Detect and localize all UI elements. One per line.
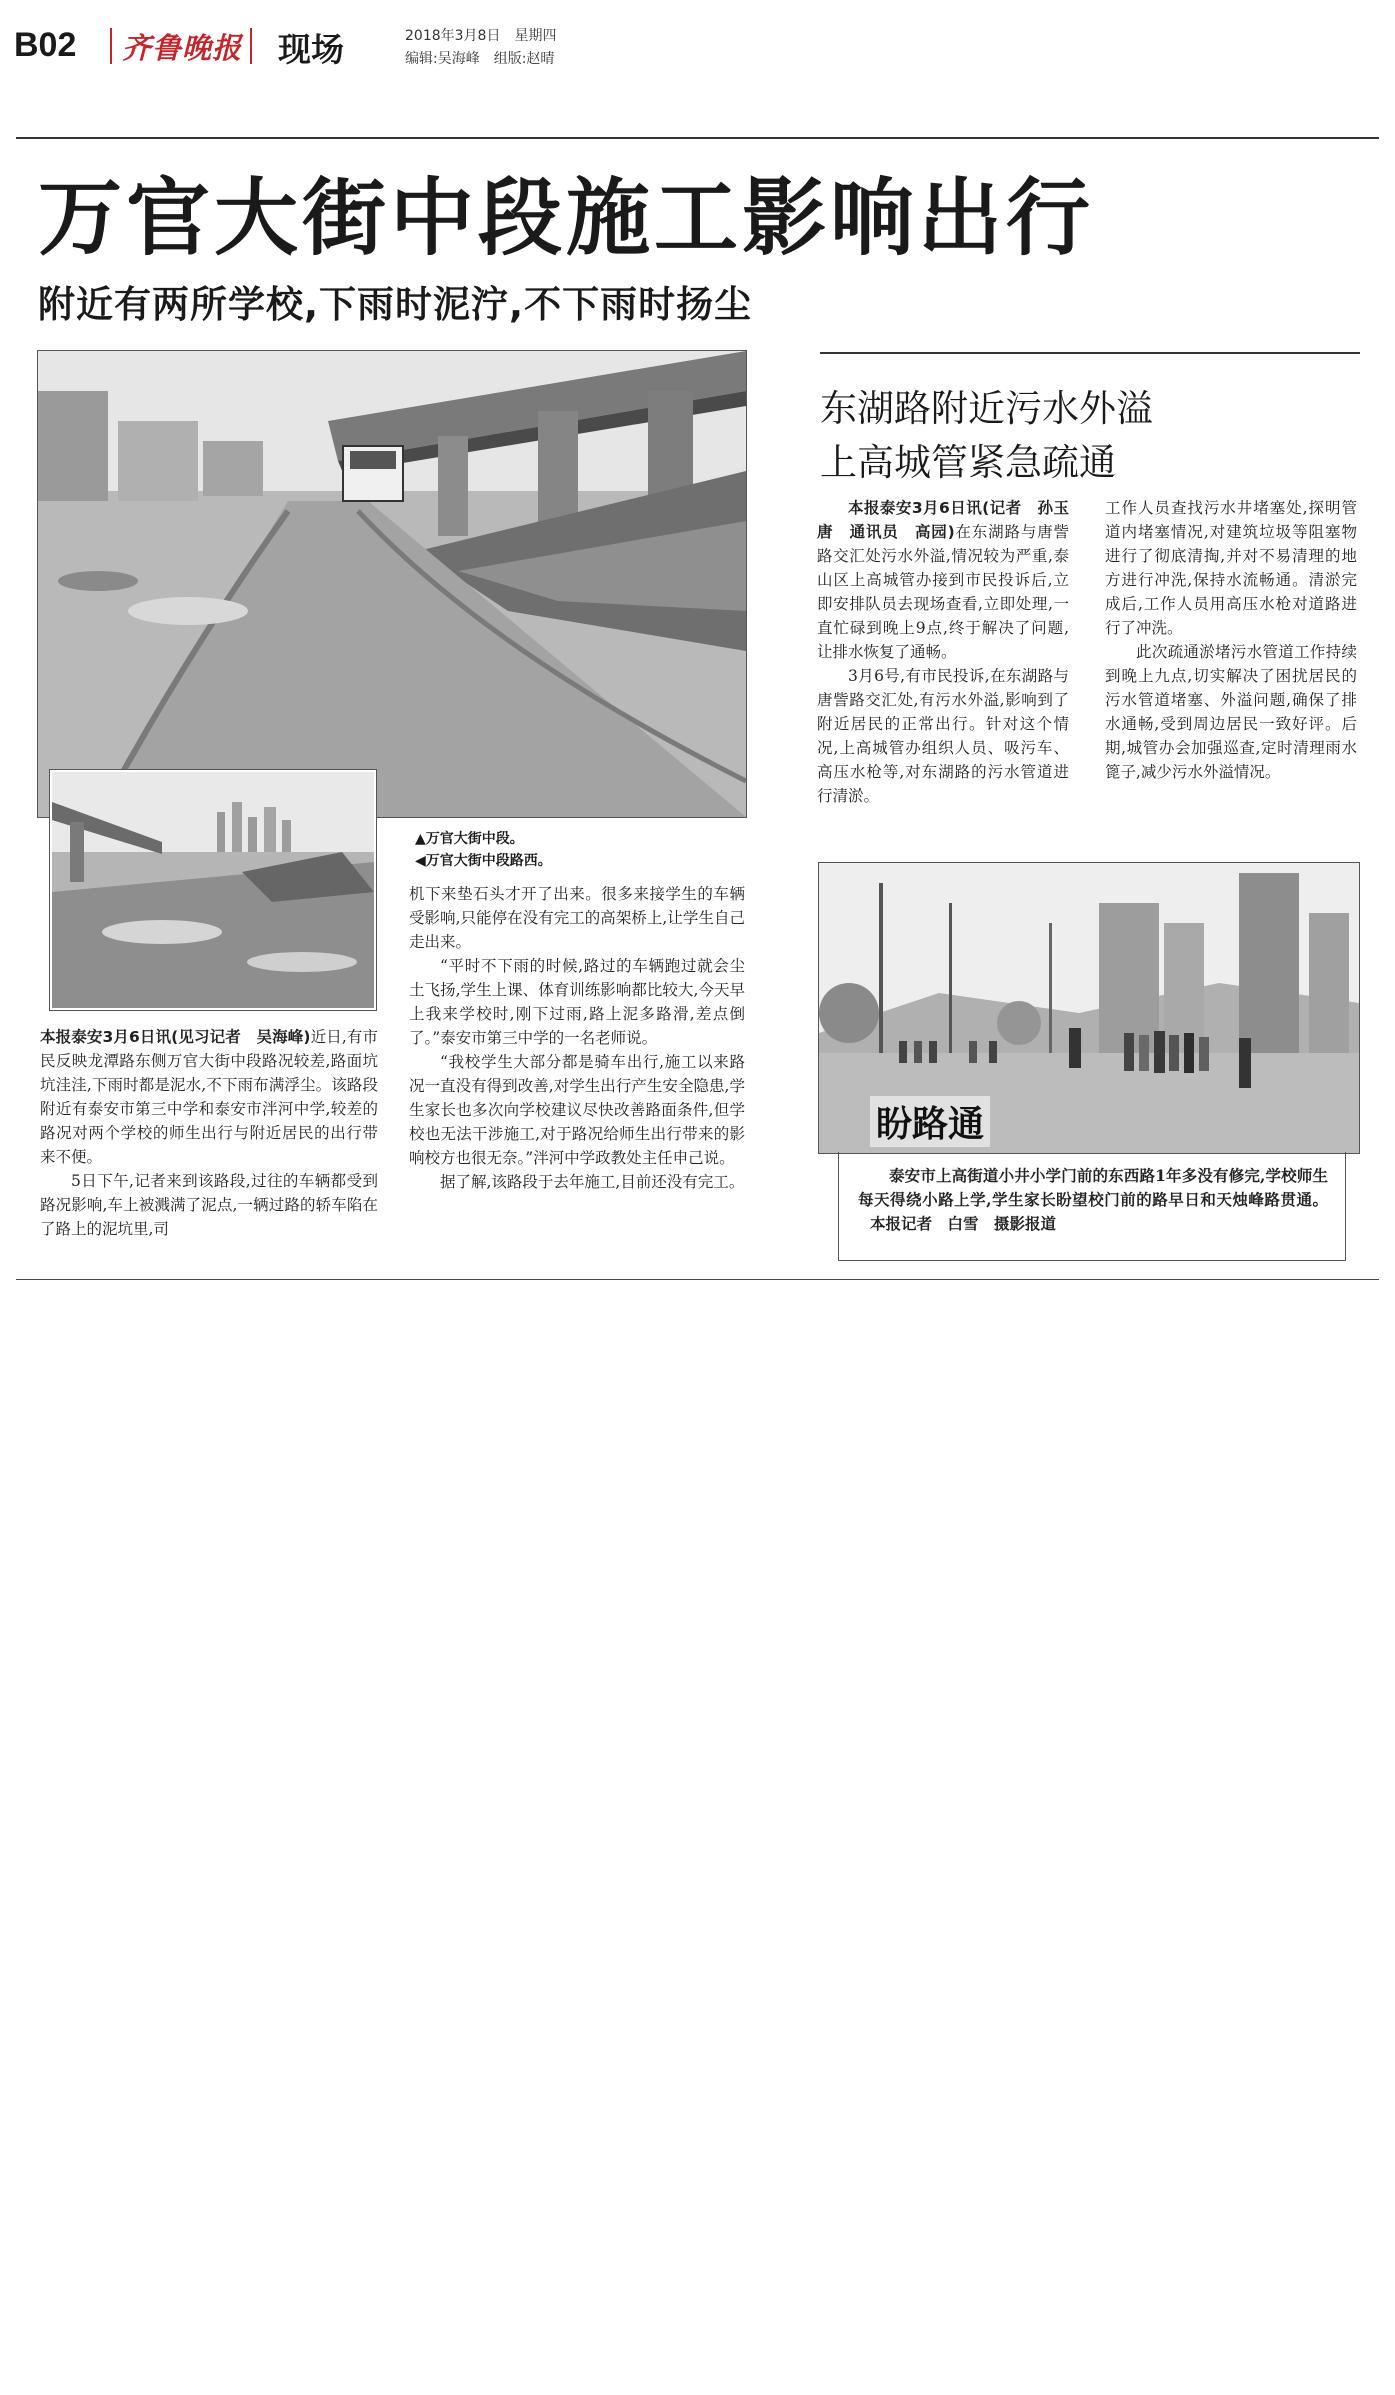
photo-story-caption-block: [858, 1164, 1328, 1236]
second-story-headline-line1: 东湖路附近污水外溢: [820, 387, 1153, 430]
photo-caption-1: ▲万官大街中段。: [415, 831, 524, 847]
main-story-column-1: [40, 1025, 378, 1241]
photo-story-caption: 泰安市上高街道小井小学门前的东西路1年多没有修完,学校师生每天得绕小路上学,学生家长盼望校门前的路早日和天烛峰路贯通。: [858, 1166, 1328, 1209]
paragraph: 5日下午,记者来到该路段,过往的车辆都受到路况影响,车上被溅满了泥点,一辆过路的轿车陷在了路上的泥坑里,司: [40, 1172, 378, 1238]
main-story-dateline: 本报泰安3月6日讯(见习记者 吴海峰): [40, 1028, 311, 1046]
paragraph: 机下来垫石头才开了出来。很多来接学生的车辆受影响,只能停在没有完工的高架桥上,让学生自己走出来。: [409, 885, 745, 951]
issue-date: 2018年3月8日 星期四: [405, 28, 557, 44]
second-story-headline-line2: 上高城管紧急疏通: [820, 441, 1116, 484]
paragraph: “平时不下雨的时候,路过的车辆跑过就会尘土飞扬,学生上课、体育训练影响都比较大,今天早上我来学校时,刚下过雨,路上泥多路滑,差点倒了。”泰安市第三中学的一名老师说。: [409, 957, 745, 1047]
editor-credits: 编辑:吴海峰 组版:赵晴: [405, 51, 555, 67]
photo-caption-2: ◀万官大街中段路西。: [415, 853, 552, 869]
main-headline: 万官大街中段施工影响出行: [38, 169, 1095, 267]
section-name: 现场: [278, 30, 344, 69]
main-photo-road: [37, 350, 747, 818]
header-rule: [16, 137, 1379, 139]
paragraph: 据了解,该路段于去年施工,目前还没有完工。: [440, 1173, 745, 1191]
paragraph: 近日,有市民反映龙潭路东侧万官大街中段路况较差,路面坑坑洼洼,下雨时都是泥水,不下雨布满浮尘。该路段附近有泰安市第三中学和泰安市泮河中学,较差的路况对两个学校的师生出行与附近居民的出行带来不便。: [40, 1028, 378, 1166]
paragraph: 工作人员查找污水井堵塞处,探明管道内堵塞情况,对建筑垃圾等阻塞物进行了彻底清掏,并对不易清理的地方进行冲洗,保持水流畅通。清淤完成后,工作人员用高压水枪对道路进行了冲洗。: [1105, 499, 1357, 637]
inset-photo-roadside: [50, 770, 376, 1010]
second-story-dateline: 本报泰安3月6日讯(记者 孙玉唐 通讯员 高园): [817, 499, 1069, 541]
photo-story-credit: 本报记者 白雪 摄影报道: [870, 1214, 1057, 1233]
second-story-column-1: [817, 496, 1069, 808]
main-subhead: 附近有两所学校,下雨时泥泞,不下雨时扬尘: [38, 283, 753, 326]
second-story-column-2: [1105, 496, 1357, 784]
second-story-top-rule: [820, 352, 1360, 354]
main-story-column-2: [409, 882, 745, 1194]
header-divider-2: [250, 28, 252, 64]
photo-story-title: 盼路通: [870, 1096, 990, 1147]
paper-logo: 齐鲁晚报: [122, 31, 243, 65]
page-number: B02: [14, 26, 77, 64]
page-bottom-rule: [16, 1279, 1379, 1280]
paragraph: “我校学生大部分都是骑车出行,施工以来路况一直没有得到改善,对学生出行产生安全隐患,学生家长也多次向学校建议尽快改善路面条件,但学校也无法干涉施工,对于路况给师生出行带来的影响校方也很无奈。”泮河中学政教处主任申己说。: [409, 1053, 745, 1167]
paragraph: 在东湖路与唐訾路交汇处污水外溢,情况较为严重,泰山区上高城管办接到市民投诉后,立即安排队员去现场查看,立即处理,一直忙碌到晚上9点,终于解决了问题,让排水恢复了通畅。: [817, 523, 1069, 661]
paragraph: 此次疏通淤堵污水管道工作持续到晚上九点,切实解决了困扰居民的污水管道堵塞、外溢问题,确保了排水通畅,受到周边居民一致好评。后期,城管办会加强巡查,定时清理雨水篦子,减少污水外溢情况。: [1105, 643, 1357, 781]
paragraph: 3月6号,有市民投诉,在东湖路与唐訾路交汇处,有污水外溢,影响到了附近居民的正常出行。针对这个情况,上高城管办组织人员、吸污车、高压水枪等,对东湖路的污水管道进行清淤。: [817, 667, 1069, 805]
header-divider: [110, 28, 112, 64]
